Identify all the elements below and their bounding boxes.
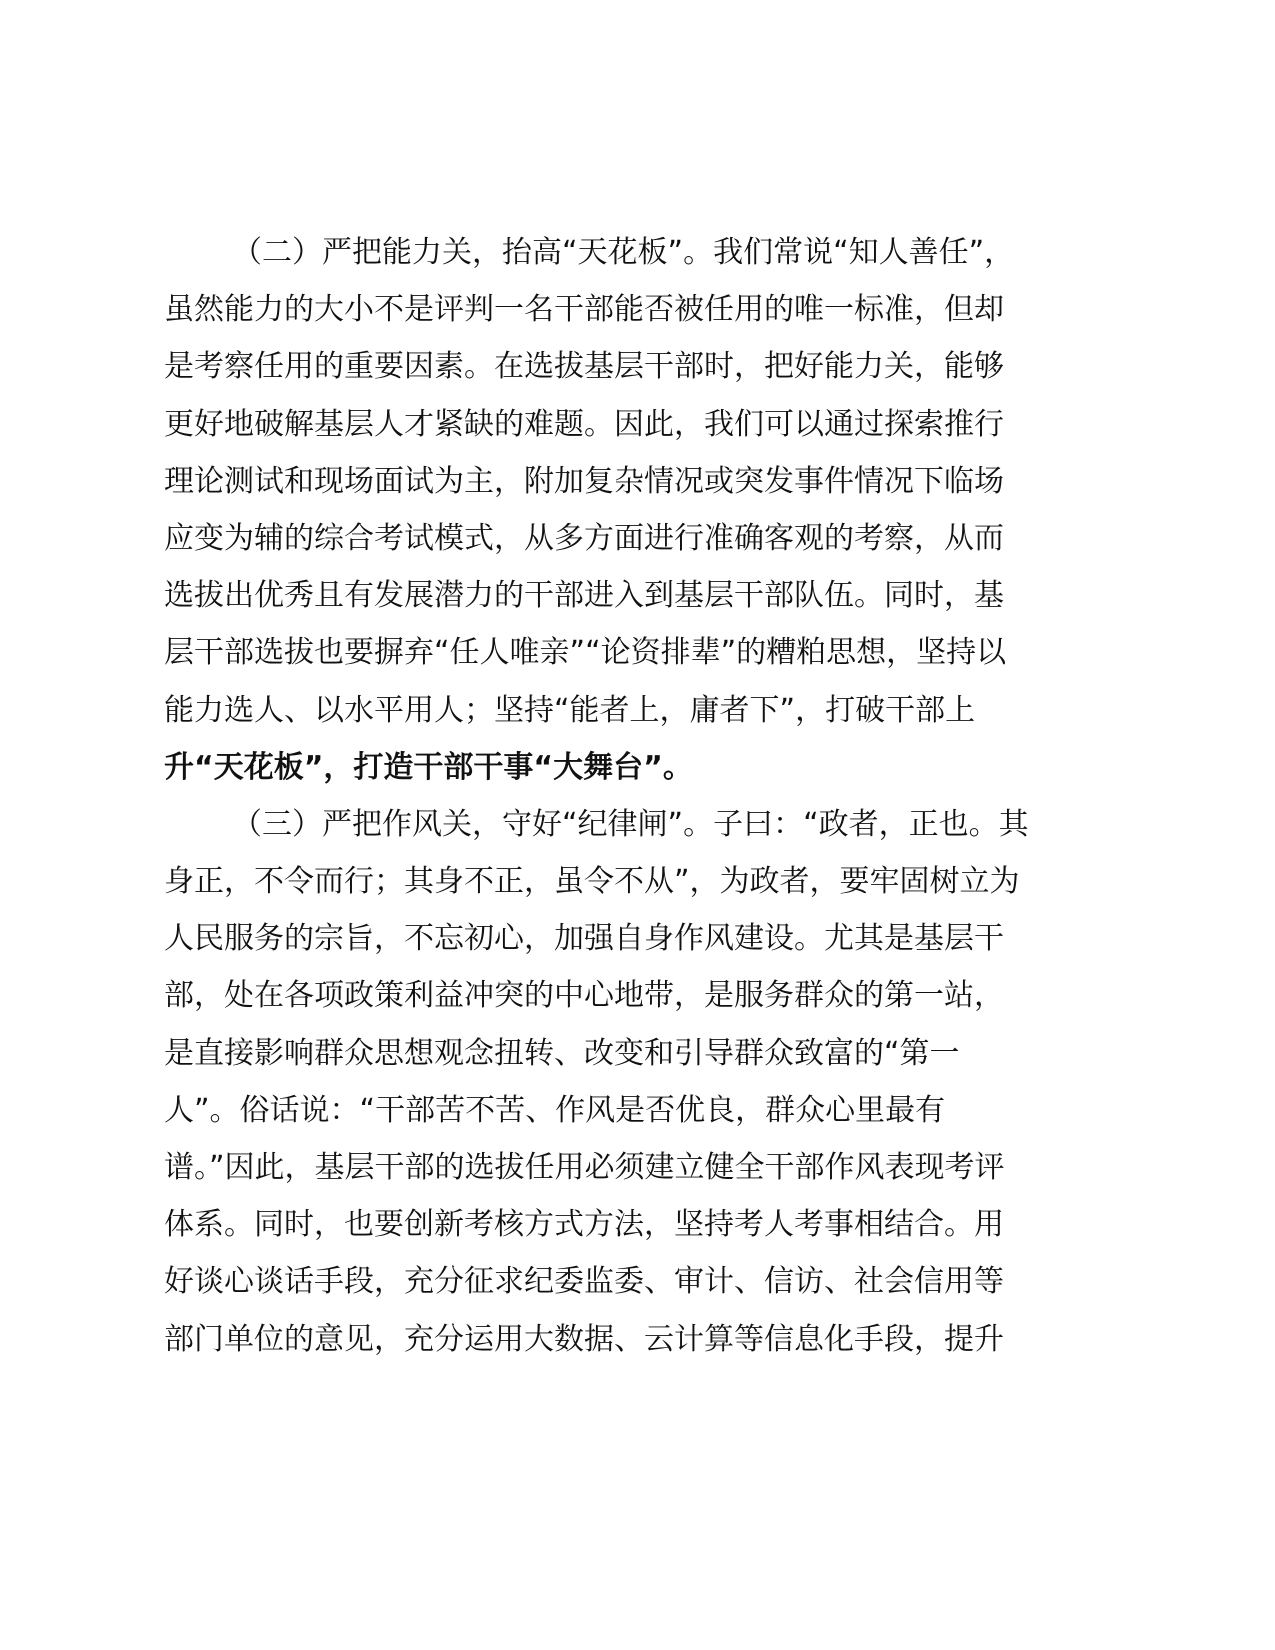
paragraph-line: 虽然能力的大小不是评判一名干部能否被任用的唯一标准，但却: [164, 292, 1004, 328]
paragraph-line: 好谈心谈话手段，充分征求纪委监委、审计、信访、社会信用等: [164, 1264, 1004, 1300]
paragraph-line: 更好地破解基层人才紧缺的难题。因此，我们可以通过探索推行: [164, 406, 1004, 442]
paragraph-line: 能力选人、以水平用人；坚持“能者上，庸者下”，打破干部上: [164, 692, 976, 728]
paragraph-2: [164, 224, 1124, 796]
paragraph-line: 选拔出优秀且有发展潜力的干部进入到基层干部队伍。同时，基: [164, 578, 1004, 614]
paragraph-line: 是考察任用的重要因素。在选拔基层干部时，把好能力关，能够: [164, 349, 1004, 385]
paragraph-line: 升“天花板”，打造干部干事“大舞台”。: [164, 749, 693, 785]
paragraph-line: （三）严把作风关，守好“纪律闸”。子曰：“政者，正也。其: [232, 806, 1029, 842]
document-body: [164, 224, 1124, 1368]
paragraph-line: 是直接影响群众思想观念扭转、改变和引导群众致富的“第一: [164, 1035, 960, 1071]
paragraph-line: 部，处在各项政策利益冲突的中心地带，是服务群众的第一站，: [164, 978, 1004, 1014]
paragraph-line: 人民服务的宗旨，不忘初心，加强自身作风建设。尤其是基层干: [164, 921, 1004, 957]
paragraph-line: 体系。同时，也要创新考核方式方法，坚持考人考事相结合。用: [164, 1207, 1004, 1243]
paragraph-line: 谱。”因此，基层干部的选拔任用必须建立健全干部作风表现考评: [164, 1150, 1005, 1185]
paragraph-line: 部门单位的意见，充分运用大数据、云计算等信息化手段，提升: [164, 1321, 1004, 1357]
paragraph-line: 人”。俗话说：“干部苦不苦、作风是否优良，群众心里最有: [164, 1092, 946, 1128]
paragraph-line: 身正，不令而行；其身不正，虽令不从”，为政者，要牢固树立为: [164, 864, 1020, 900]
paragraph-line: （二）严把能力关，抬高“天花板”。我们常说“知人善任”，: [232, 235, 1015, 270]
paragraph-line: 层干部选拔也要摒弃“任人唯亲”“论资排辈”的糟粕思想，坚持以: [164, 635, 1007, 671]
paragraph-3: [164, 796, 1124, 1368]
paragraph-line: 应变为辅的综合考试模式，从多方面进行准确客观的考察，从而: [164, 520, 1004, 556]
paragraph-line: 理论测试和现场面试为主，附加复杂情况或突发事件情况下临场: [164, 463, 1004, 499]
